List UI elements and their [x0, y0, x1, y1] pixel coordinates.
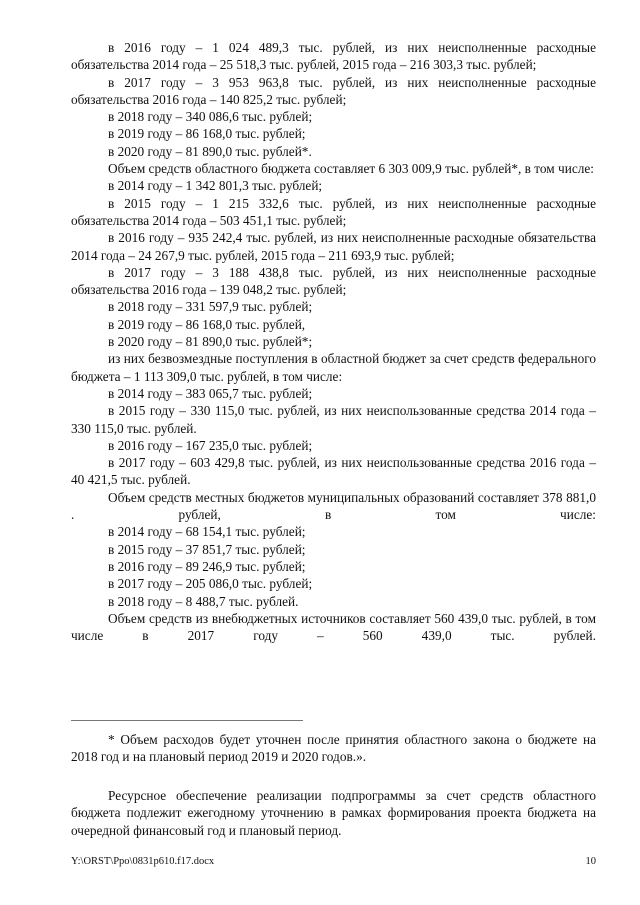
paragraph: в 2015 году – 1 215 332,6 тыс. рублей, из них неисполненные расходные обязательства 2014 года – 503 451,1 тыс. рублей;: [71, 195, 596, 228]
paragraph: в 2016 году – 1 024 489,3 тыс. рублей, из них неисполненные расходные обязательства 2014 года – 25 518,3 тыс. рублей, 2015 года – 216 303,3 тыс. рублей;: [71, 40, 596, 73]
paragraph: в 2018 году – 331 597,9 тыс. рублей;: [108, 299, 313, 315]
paragraph: в 2015 году – 37 851,7 тыс. рублей;: [108, 541, 306, 557]
footnote: [71, 731, 596, 766]
paragraph: в 2014 году – 1 342 801,3 тыс. рублей;: [108, 178, 323, 194]
document-body: [71, 39, 596, 644]
paragraph: в 2018 году – 8 488,7 тыс. рублей.: [108, 593, 299, 609]
paragraph: в 2018 году – 340 086,6 тыс. рублей;: [108, 109, 313, 125]
paragraph: Объем средств областного бюджета составляет 6 303 009,9 тыс. рублей*, в том числе:: [108, 161, 594, 177]
paragraph: в 2014 году – 68 154,1 тыс. рублей;: [108, 524, 306, 540]
footer-file-path: Y:\ORST\Ppo\0831p610.f17.docx: [71, 856, 215, 867]
paragraph: в 2017 году – 603 429,8 тыс. рублей, из них неиспользованные средства 2016 года – 40 421,5 тыс. рублей.: [71, 455, 596, 488]
paragraph: Объем средств местных бюджетов муниципальных образований составляет 378 881,0 . рублей, в том числе:: [71, 489, 596, 523]
paragraph: в 2017 году – 3 188 438,8 тыс. рублей, из них неисполненные расходные обязательства 2016 года – 139 048,2 тыс. рублей;: [71, 264, 596, 298]
note-text: Ресурсное обеспечение реализации подпрограммы за счет средств областного бюджета подлежит ежегодному уточнению в рамках формирования проекта бюджета на очередной финансовый год и плановый период.: [71, 788, 596, 838]
paragraph: в 2020 году – 81 890,0 тыс. рублей*.: [108, 143, 312, 159]
paragraph: в 2014 году – 383 065,7 тыс. рублей;: [108, 385, 313, 401]
paragraph: Объем средств из внебюджетных источников составляет 560 439,0 тыс. рублей, в том числе в 2017 году – 560 439,0 тыс. рублей.: [71, 610, 596, 644]
paragraph: в 2016 году – 167 235,0 тыс. рублей;: [108, 437, 313, 453]
paragraph: в 2016 году – 89 246,9 тыс. рублей;: [108, 558, 306, 574]
footnote-text: * Объем расходов будет уточнен после принятия областного закона о бюджете на 2018 год и на плановый период 2019 и 2020 годов.».: [71, 732, 596, 765]
paragraph: в 2020 году – 81 890,0 тыс. рублей*;: [108, 334, 313, 350]
paragraph: в 2015 году – 330 115,0 тыс. рублей, из них неиспользованные средства 2014 года – 330 115,0 тыс. рублей.: [71, 403, 596, 436]
resource-note: [71, 787, 596, 839]
paragraph: из них безвозмездные поступления в областной бюджет за счет средств федерального бюджета – 1 113 309,0 тыс. рублей, в том числе:: [71, 351, 596, 384]
paragraph: в 2017 году – 3 953 963,8 тыс. рублей, из них неисполненные расходные обязательства 2016 года – 140 825,2 тыс. рублей;: [71, 74, 596, 107]
paragraph: в 2019 году – 86 168,0 тыс. рублей;: [108, 126, 306, 142]
paragraph: в 2016 году – 935 242,4 тыс. рублей, из них неисполненные расходные обязательства 2014 года – 24 267,9 тыс. рублей, 2015 года – 211 693,9 тыс. рублей;: [71, 230, 596, 263]
paragraph: в 2017 году – 205 086,0 тыс. рублей;: [108, 576, 313, 592]
footnote-divider: [71, 720, 303, 721]
paragraph: в 2019 году – 86 168,0 тыс. рублей,: [108, 316, 306, 332]
page-number: 10: [585, 856, 596, 867]
